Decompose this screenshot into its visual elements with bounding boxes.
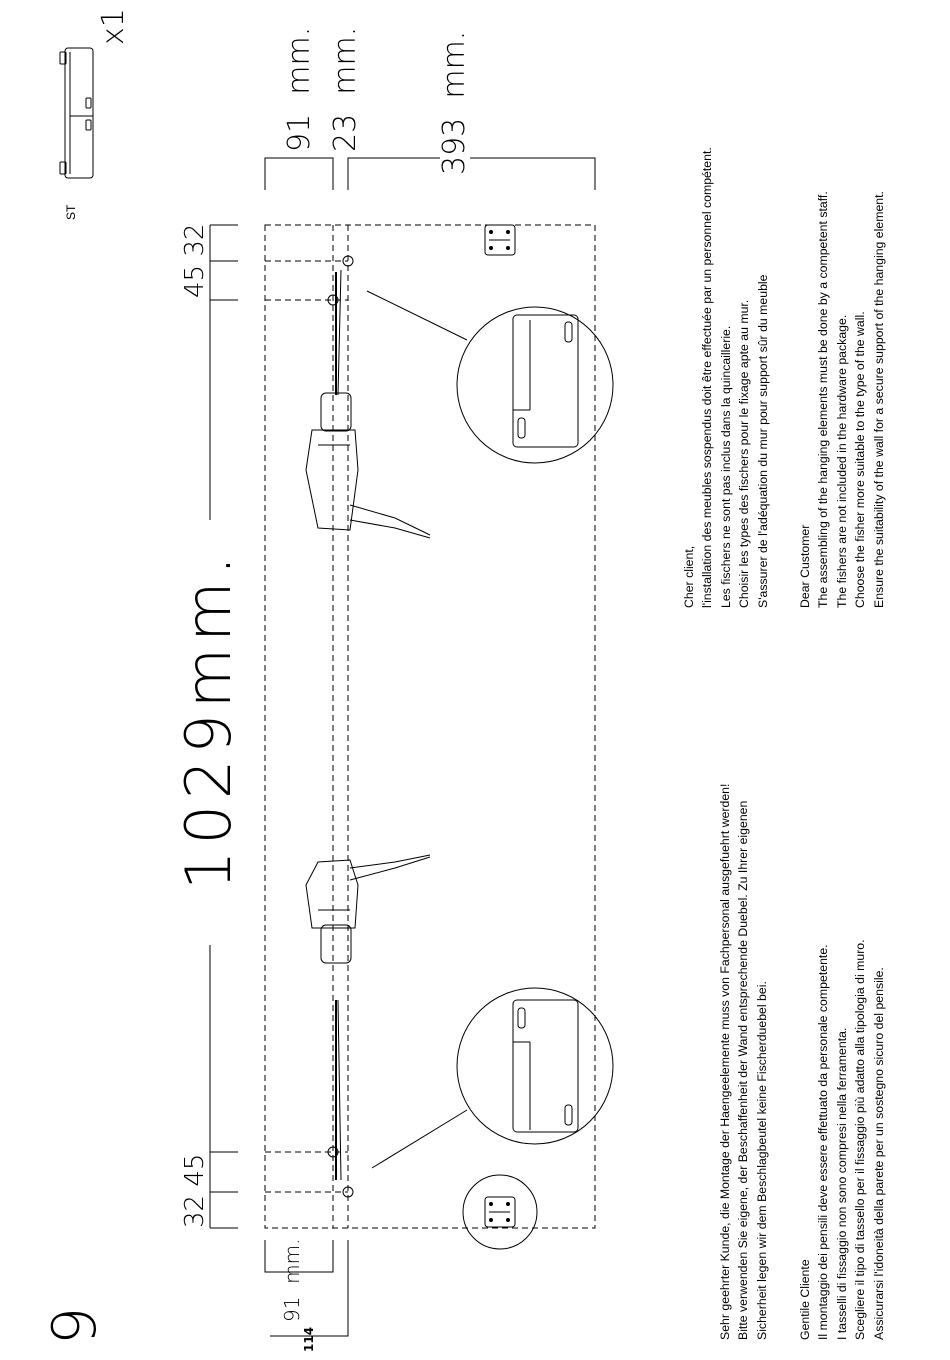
dim-top-c: 393 mm.	[437, 30, 472, 175]
hanger-part-icon	[60, 48, 93, 178]
dim-right: 45 32	[180, 223, 210, 298]
quantity-label: x1	[96, 8, 131, 45]
fischer-bag-icon-bottom	[463, 1175, 537, 1249]
dim-left: 32 45	[180, 1153, 210, 1228]
total-width: 1029mm.	[172, 549, 245, 890]
notice-german: Sehr geehrter Kunde, die Montage der Haengeelemente muss von Fachpersonal ausgefuehrt werden! Bitte verwenden Sie eigene, der Beschaffenheit der Wand entsprechende Duebel. Zu Ihrer eigenen Sicherheit legen wir dem Beschlagbeutel keine Fischerduebel bei.	[718, 783, 769, 1340]
bottom-dimension-lines	[265, 1240, 348, 1336]
step-number: 9	[40, 1306, 110, 1345]
notice-italian: Gentile Cliente Il montaggio dei pensili deve essere effettuato da personale competente. I tasselli di fissaggio non sono compresi nella ferramenta. Scegliere il tipo di tassello per il fissaggio più adatto alla tipologia di muro. Assicurarsi l'idoneità della parete per un sostegno sicuro del pensile.	[798, 939, 886, 1340]
top-dimension-lines	[265, 158, 595, 190]
notice-english: Dear Customer The assembling of the hanging elements must be done by a competent staff. The fishers are not included in the hardware package. Choose the fisher more suitable to the type of the wall. Ensure the suitability of the wall for a secure support of the hanging element.	[798, 191, 886, 608]
drill-icon-bottom	[306, 855, 430, 1180]
dim-top-b: 23 mm.	[328, 26, 363, 152]
hanger-zoom-top	[367, 291, 613, 463]
hanger-zoom-bottom	[372, 988, 613, 1168]
dim-top-a: 91 mm.	[282, 26, 317, 152]
fischer-bag-icon-top	[485, 225, 515, 255]
part-code: ST	[64, 204, 78, 220]
drill-icon-top	[306, 270, 430, 538]
drill-holes	[328, 256, 353, 1197]
dim-bottom-a: 91 mm.	[280, 1238, 304, 1322]
notice-french: Cher client, l'installation des meubles sospendus doit être effectuée par un personnel compétent. Les fischers ne sont pas inclus dans la quincaillerie. Choisir les types des fischers pour le fixage apte au mur. S'assurer de l'adéquation du mur pour support sûr du meuble	[682, 147, 770, 608]
dim-bottom-total: 114	[302, 1326, 316, 1352]
cabinet-outline	[265, 225, 595, 1228]
